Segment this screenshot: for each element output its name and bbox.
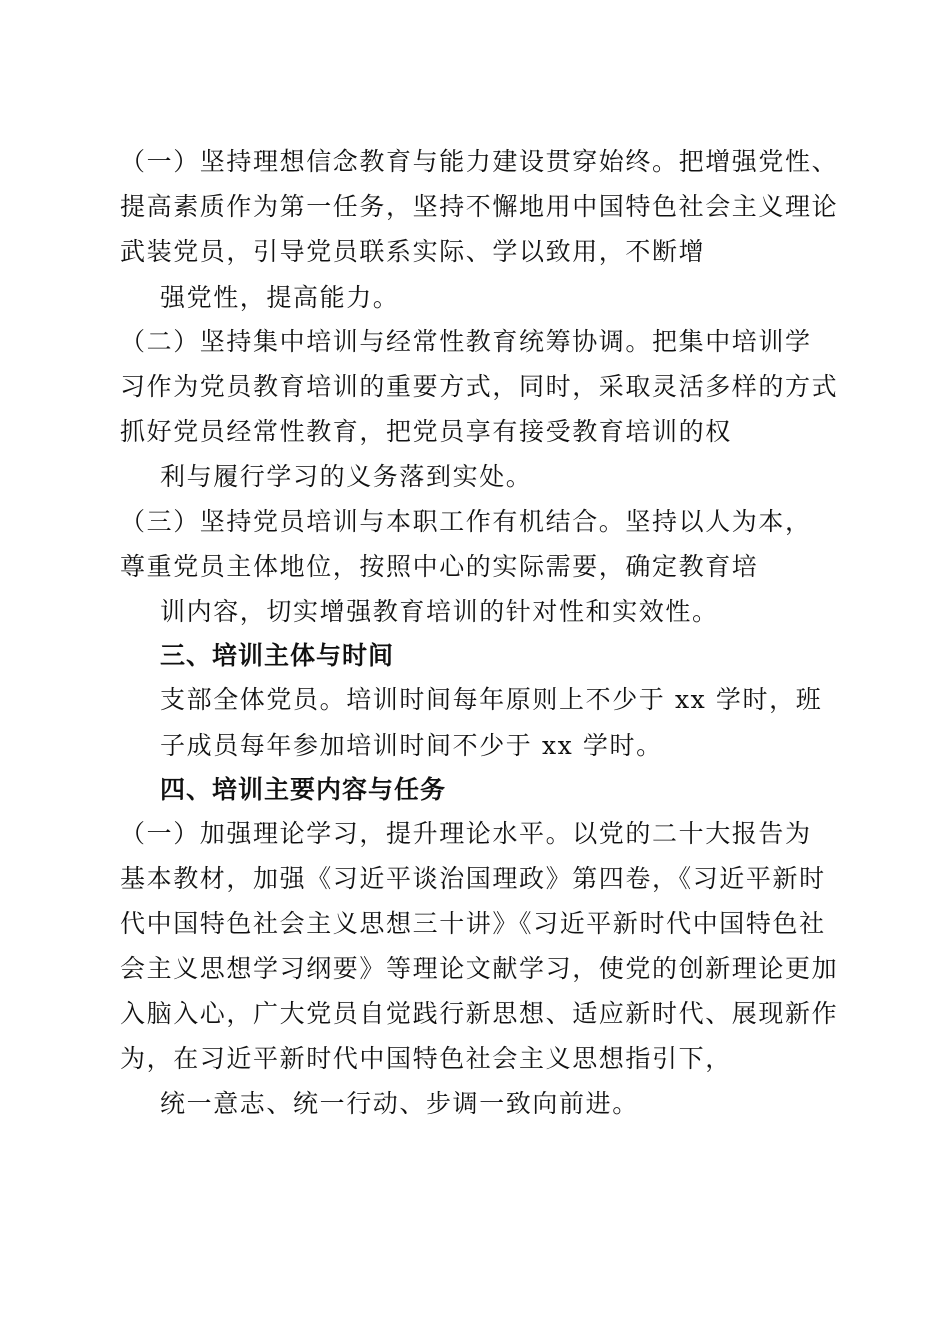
paragraph-line: （二）坚持集中培训与经常性教育统筹协调。把集中培训学 [120,327,812,356]
paragraph-line: 入脑入心，广大党员自觉践行新思想、适应新时代、展现新作 [120,999,839,1028]
paragraph-line: 提高素质作为第一任务，坚持不懈地用中国特色社会主义理论 [120,192,839,221]
paragraph-line: 为，在习近平新时代中国特色社会主义思想指引下， [120,1044,732,1073]
paragraph-line: （一）加强理论学习，提升理论水平。以党的二十大报告为 [120,819,812,848]
paragraph-line: 基本教材，加强《习近平谈治国理政》第四卷，《习近平新时 [120,864,826,893]
paragraph-line: 训内容，切实增强教育培训的针对性和实效性。 [160,597,719,626]
paragraph-line: 统一意志、统一行动、步调一致向前进。 [160,1089,639,1118]
paragraph-line: 尊重党员主体地位，按照中心的实际需要，确定教育培 [120,552,759,581]
paragraph-line: 习作为党员教育培训的重要方式，同时，采取灵活多样的方式 [120,372,839,401]
section-heading: 四、培训主要内容与任务 [160,775,447,804]
section-heading: 三、培训主体与时间 [160,641,395,670]
paragraph-line: （一）坚持理想信念教育与能力建设贯穿始终。把增强党性、 [120,147,839,176]
paragraph-line: 子成员每年参加培训时间不少于 xx 学时。 [160,731,663,760]
paragraph-line: （三）坚持党员培训与本职工作有机结合。坚持以人为本， [120,507,812,536]
paragraph-line: 抓好党员经常性教育，把党员享有接受教育培训的权 [120,417,732,446]
paragraph-line: 武装党员，引导党员联系实际、学以致用，不断增 [120,237,706,266]
paragraph-line: 强党性，提高能力。 [160,283,400,312]
paragraph-line: 代中国特色社会主义思想三十讲》《习近平新时代中国特色社 [120,909,826,938]
paragraph-line: 会主义思想学习纲要》等理论文献学习，使党的创新理论更加 [120,954,839,983]
paragraph-line: 利与履行学习的义务落到实处。 [160,462,533,491]
paragraph-line: 支部全体党员。培训时间每年原则上不少于 xx 学时，班 [160,685,823,714]
